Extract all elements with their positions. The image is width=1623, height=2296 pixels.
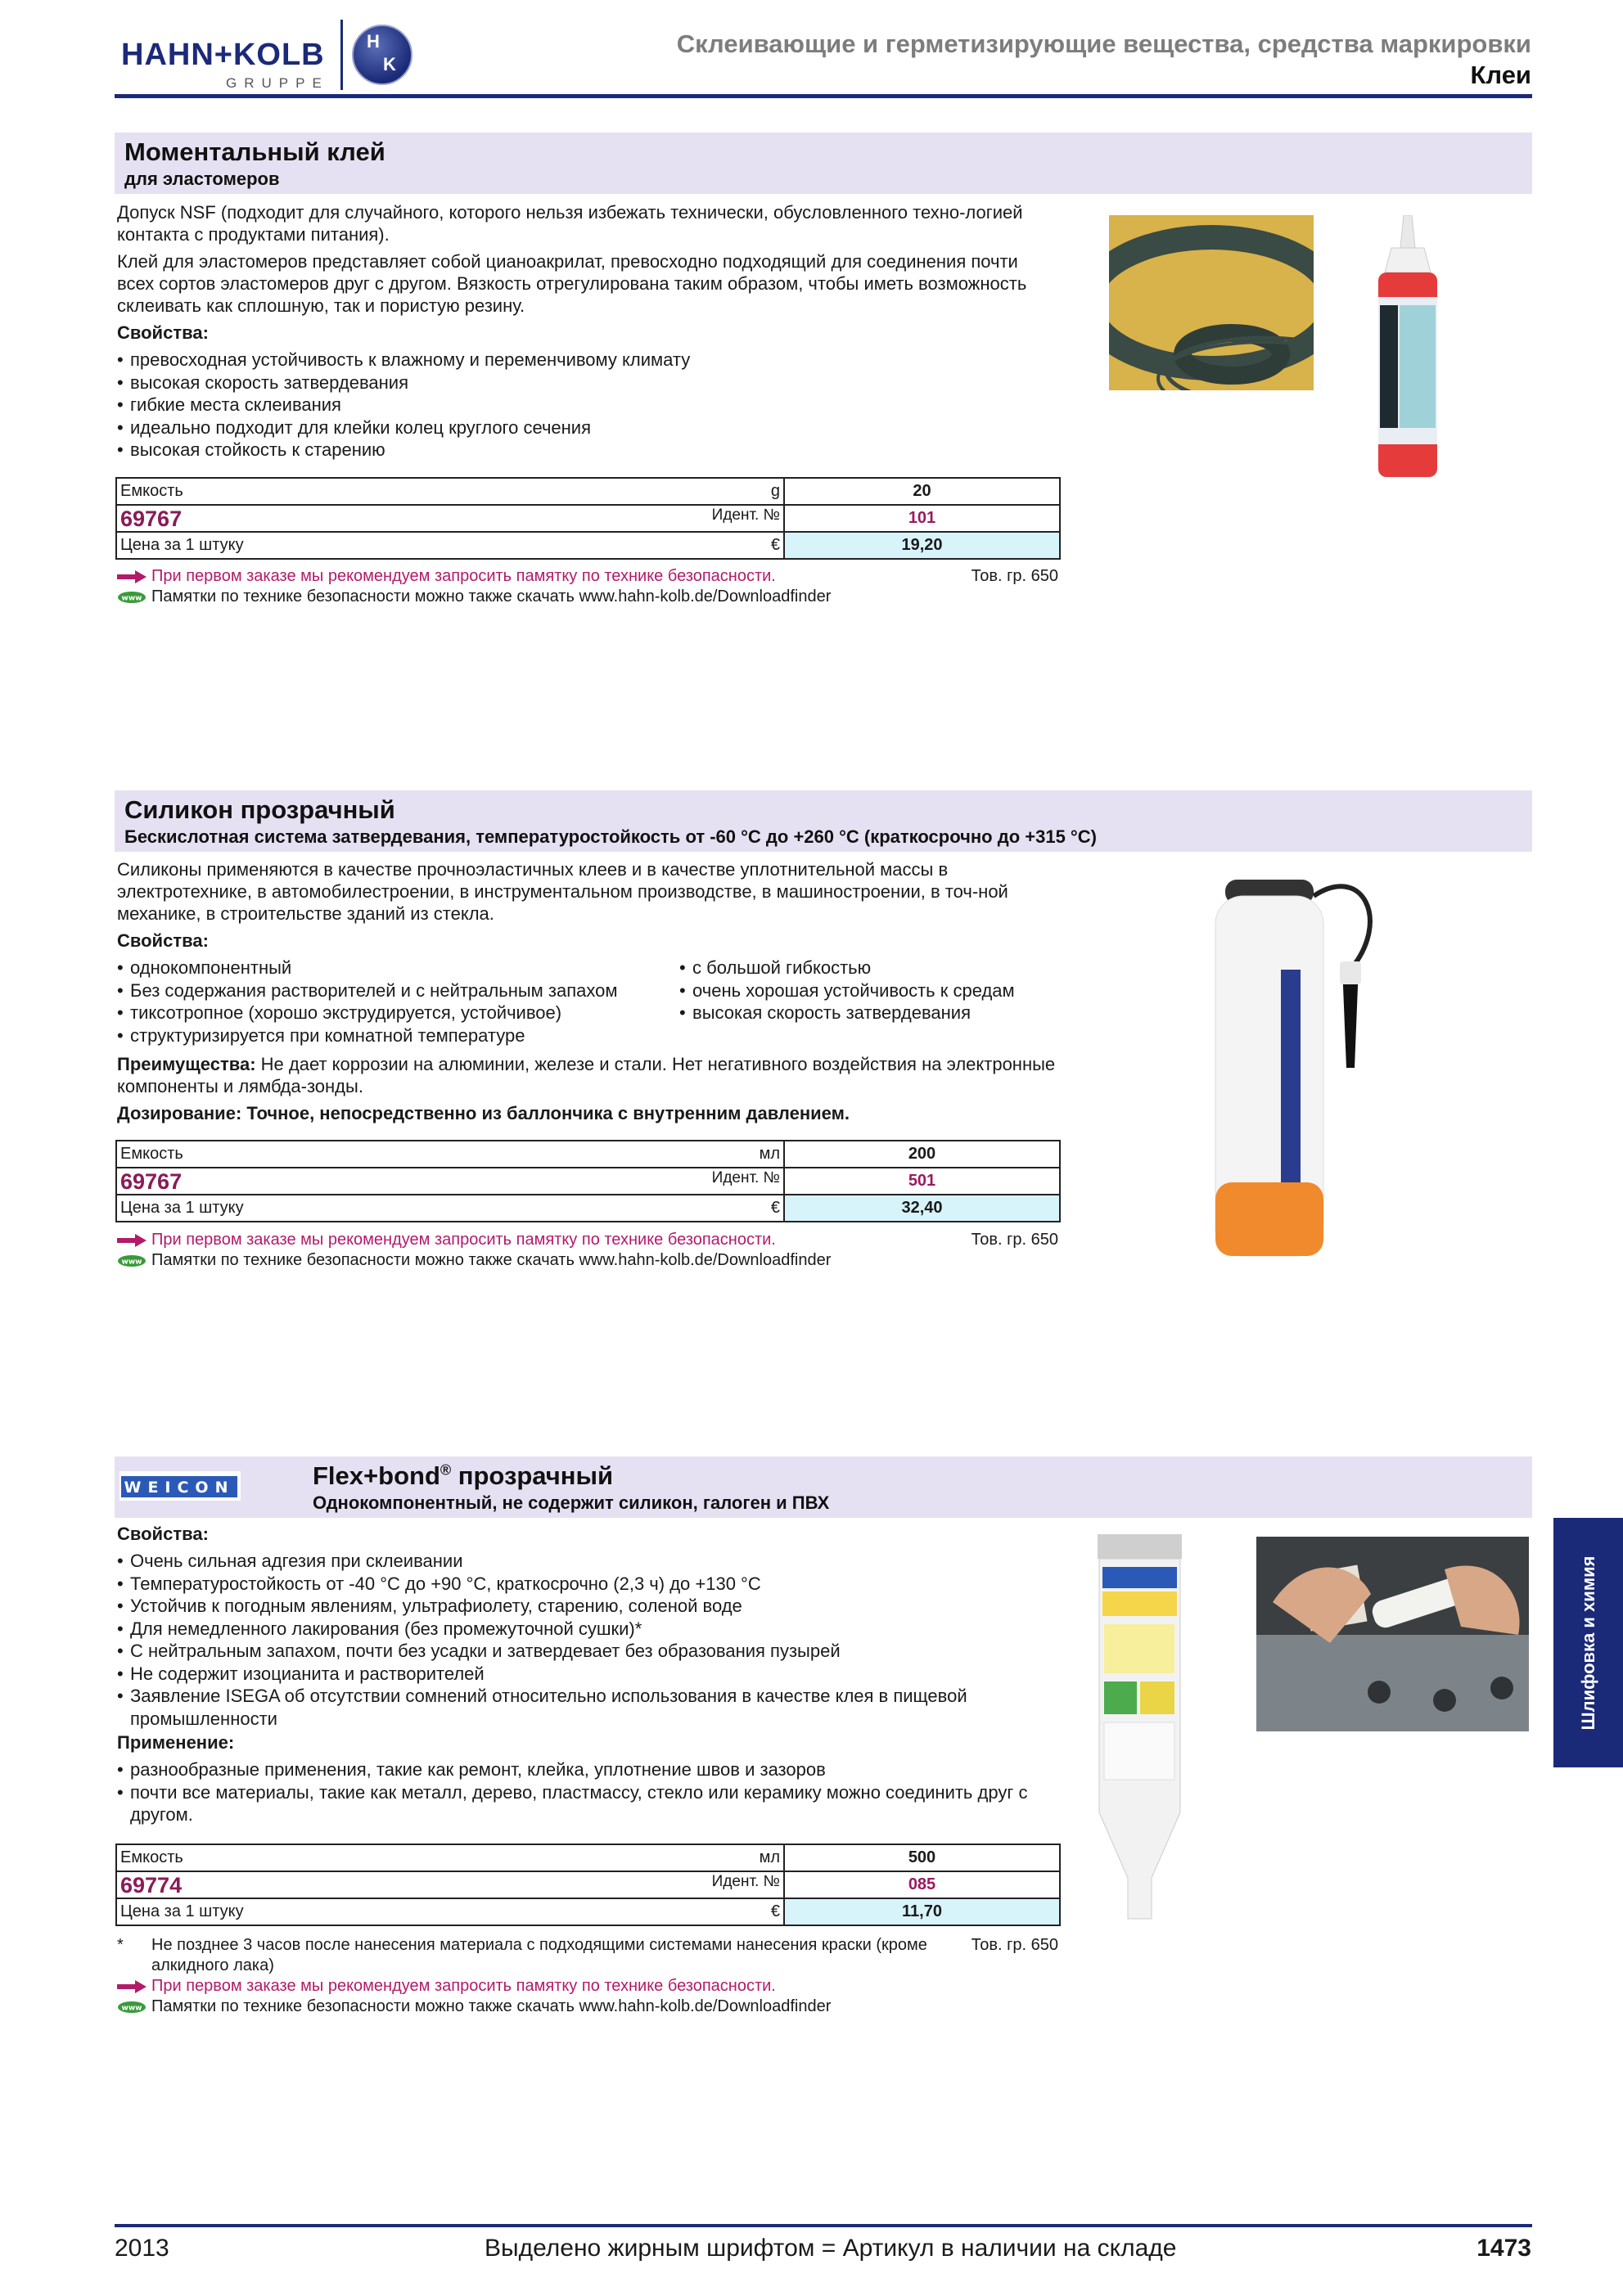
o-rings-photo	[1109, 215, 1314, 390]
www-icon	[117, 591, 147, 604]
product-3-table	[115, 1844, 1061, 1926]
advantages-label: Преимущества:	[117, 1054, 256, 1074]
arrow-right-icon	[117, 1234, 147, 1247]
product-group: Тов. гр. 650	[971, 1231, 1058, 1249]
capacity-label: Емкость	[120, 1848, 183, 1866]
product-2-dosing	[117, 1102, 1058, 1124]
ident-value: 101	[784, 505, 1060, 532]
product-2-paragraph: Силиконы применяются в качестве прочноэластичных клеев и в качестве уплотнительной массы в электротехнике, в автомобилестроении, в инструментальном производстве, в машиностроении, в точ-ной механике, в строительстве зданий из стекла.	[117, 859, 1008, 924]
ident-label: Идент. №	[711, 1168, 780, 1186]
logo-divider	[340, 20, 343, 90]
footer-rule	[115, 2224, 1532, 2227]
price-cell	[116, 1195, 784, 1222]
product-2-advantages	[117, 1053, 1058, 1097]
list-item: • структуризируется при комнатной температуре	[117, 1024, 682, 1047]
product-group: Тов. гр. 650	[971, 1936, 1058, 1954]
svg-text:www: www	[121, 1258, 142, 1267]
flexbond-tube-photo	[1093, 1534, 1187, 1923]
safety-note: При первом заказе мы рекомендуем запросить памятку по технике безопасности.	[151, 1977, 776, 1995]
table-row	[116, 532, 1060, 559]
ident-label: Идент. №	[711, 506, 780, 524]
product-1-subtitle: для эластомеров	[124, 169, 280, 189]
page-number: 1473	[1476, 2235, 1531, 2262]
dosing-text: Точное, непосредственно из баллончика с внутренним давлением.	[246, 1103, 850, 1123]
capacity-cell	[116, 1844, 784, 1871]
dosing-label: Дозирование:	[117, 1103, 242, 1123]
price-unit: €	[770, 536, 780, 554]
table-row	[116, 1141, 1060, 1168]
list-item: • высокая скорость затвердевания	[679, 1002, 1056, 1024]
product-1-heading	[115, 133, 1532, 194]
weicon-logo-text: WEICON	[124, 1479, 235, 1497]
safety-note: При первом заказе мы рекомендуем запросить памятку по технике безопасности.	[151, 1231, 776, 1249]
safety-note: При первом заказе мы рекомендуем запросить памятку по технике безопасности.	[151, 567, 776, 585]
table-row	[116, 1195, 1060, 1222]
capacity-cell	[116, 1141, 784, 1168]
list-item: • Для немедленного лакирования (без промежуточной сушки)*	[117, 1618, 1058, 1641]
list-item: • Устойчив к погодным явлениям, ультрафиолету, старению, соленой воде	[117, 1595, 1058, 1618]
product-1-props-label: Свойства:	[117, 322, 209, 343]
list-item: • С нейтральным запахом, почти без усадки и затвердевает без образования пузырей	[117, 1640, 1058, 1663]
footnote-text: Не позднее 3 часов после нанесения материала с подходящими системами нанесения краски (кроме алкидного лака)	[151, 1936, 927, 1974]
list-item: • превосходная устойчивость к влажному и переменчивому климату	[117, 349, 1058, 371]
price-cell	[116, 1898, 784, 1925]
capacity-cell	[116, 478, 784, 505]
product-3-props-label: Свойства:	[117, 1524, 209, 1544]
footnote	[117, 1935, 1058, 1976]
price-value: 19,20	[784, 532, 1060, 559]
hk-emblem-icon: H K	[352, 25, 413, 85]
article-cell	[116, 1168, 784, 1195]
capacity-unit: мл	[759, 1145, 780, 1163]
product-1-props-list	[117, 349, 1058, 461]
list-item: • высокая стойкость к старению	[117, 439, 1058, 461]
list-item: • высокая скорость затвердевания	[117, 371, 1058, 394]
www-icon	[117, 1254, 147, 1267]
svg-text:www: www	[121, 594, 142, 603]
price-cell	[116, 532, 784, 559]
capacity-unit: мл	[759, 1848, 780, 1866]
section-side-tab-label: Шлифовка и химия	[1577, 1555, 1598, 1730]
price-label: Цена за 1 штуку	[120, 1902, 244, 1920]
product-1-notes	[117, 566, 1058, 607]
product-3-subtitle: Однокомпонентный, не содержит силикон, галоген и ПВХ	[313, 1492, 830, 1513]
list-item: • очень хорошая устойчивость к средам	[679, 979, 1056, 1002]
product-3-apply-label: Применение:	[117, 1732, 235, 1753]
weicon-logo-icon	[119, 1471, 241, 1501]
list-item: • идеально подходит для клейки колец круглого сечения	[117, 416, 1058, 439]
article-number: 69774	[120, 1872, 183, 1898]
ergo-bottle-photo	[1367, 215, 1449, 485]
capacity-value: 20	[784, 478, 1060, 505]
list-item: • почти все материалы, такие как металл, дерево, пластмассу, стекло или керамику можно соединить друг с другом.	[117, 1781, 1058, 1826]
section-side-tab[interactable]	[1553, 1518, 1623, 1767]
capacity-value: 500	[784, 1844, 1060, 1871]
download-note: Памятки по технике безопасности можно также скачать www.hahn-kolb.de/Downloadfinder	[151, 1251, 832, 1269]
price-value: 11,70	[784, 1898, 1060, 1925]
category-title: Склеивающие и герметизирующие вещества, средства маркировки	[676, 29, 1531, 58]
footer-year: 2013	[115, 2235, 169, 2262]
list-item: • Без содержания растворителей и с нейтральным запахом	[117, 979, 682, 1002]
subcategory-title: Клеи	[1470, 61, 1531, 89]
product-2-props-label: Свойства:	[117, 930, 209, 951]
table-row	[116, 1871, 1060, 1898]
table-row	[116, 478, 1060, 505]
list-item: • разнообразные применения, такие как ремонт, клейка, уплотнение швов и зазоров	[117, 1758, 1058, 1781]
product-2-heading	[115, 790, 1532, 852]
weicon-logo	[119, 1471, 241, 1501]
list-item: • с большой гибкостью	[679, 957, 1056, 979]
company-logo	[121, 18, 416, 92]
article-number: 69767	[120, 506, 183, 531]
capacity-unit: g	[770, 482, 780, 500]
product-1-title: Моментальный клей	[124, 137, 385, 166]
download-note: Памятки по технике безопасности можно также скачать www.hahn-kolb.de/Downloadfinder	[151, 1997, 832, 2015]
footnote-mark: *	[117, 1936, 124, 1954]
advantages-text: Не дает коррозии на алюминии, железе и стали. Нет негативного воздействия на электронные компоненты и лямбда-зонды.	[117, 1054, 1056, 1096]
product-3-title-main: Flex+bond	[313, 1461, 440, 1490]
price-label: Цена за 1 штуку	[120, 536, 244, 554]
product-1-table	[115, 477, 1061, 560]
list-item: • однокомпонентный	[117, 957, 682, 979]
product-2-title: Силикон прозрачный	[124, 795, 395, 824]
article-cell	[116, 1871, 784, 1898]
product-3-apply-list	[117, 1758, 1058, 1826]
silicone-can-photo	[1207, 871, 1387, 1260]
capacity-label: Емкость	[120, 482, 183, 500]
capacity-label: Емкость	[120, 1145, 183, 1163]
article-cell	[116, 505, 784, 532]
arrow-right-icon	[117, 1980, 147, 1993]
logo-subtitle: GRUPPE	[226, 75, 329, 91]
list-item: • Не содержит изоцианита и растворителей	[117, 1663, 1058, 1686]
application-photo	[1256, 1537, 1529, 1731]
list-item: • Температуростойкость от -40 °C до +90 °C, краткосрочно (2,3 ч) до +130 °C	[117, 1573, 1058, 1596]
list-item: • Заявление ISEGA об отсутствии сомнений относительно использования в качестве клея в пищевой промышленности	[117, 1685, 1058, 1730]
product-2-props-left	[117, 957, 682, 1047]
table-row	[116, 505, 1060, 532]
product-2-description	[117, 858, 1058, 1129]
svg-text:www: www	[121, 2004, 142, 2013]
product-2-subtitle: Бескислотная система затвердевания, температуростойкость от -60 °C до +260 °C (краткосрочно до +315 °C)	[124, 826, 1097, 847]
table-row	[116, 1168, 1060, 1195]
price-value: 32,40	[784, 1195, 1060, 1222]
product-1-description	[117, 201, 1058, 461]
product-3-title-rest: прозрачный	[451, 1461, 614, 1490]
product-2-table	[115, 1140, 1061, 1222]
product-3-notes	[117, 1935, 1058, 2017]
price-label: Цена за 1 штуку	[120, 1199, 244, 1217]
header-rule	[115, 94, 1532, 98]
product-2-props-columns	[117, 957, 1058, 1048]
product-3-description	[117, 1523, 1058, 1826]
ident-value: 085	[784, 1871, 1060, 1898]
table-row	[116, 1898, 1060, 1925]
product-1-paragraph: Клей для эластомеров представляет собой цианоакрилат, превосходно подходящий для соединения почти всех сортов эластомеров друг с другом. Вязкость отрегулирована таким образом, чтобы иметь возможность склеивать как сплошную, так и пористую резину.	[117, 251, 1027, 316]
product-3-title	[313, 1461, 613, 1491]
product-2-notes	[117, 1230, 1058, 1271]
product-1-paragraph: Допуск NSF (подходит для случайного, которого нельзя избежать технически, обусловленного техно-логией контакта с продуктами питания).	[117, 202, 1023, 245]
arrow-right-icon	[117, 570, 147, 583]
list-item: • гибкие места склеивания	[117, 394, 1058, 416]
article-number: 69767	[120, 1168, 183, 1194]
list-item: • Очень сильная адгезия при склеивании	[117, 1550, 1058, 1573]
ident-label: Идент. №	[711, 1872, 780, 1890]
footer-legend: Выделено жирным шрифтом = Артикул в наличии на складе	[485, 2235, 1177, 2262]
product-3-props-list	[117, 1550, 1058, 1730]
capacity-value: 200	[784, 1141, 1060, 1168]
price-unit: €	[770, 1902, 780, 1920]
product-2-props-right	[679, 957, 1056, 1024]
ident-value: 501	[784, 1168, 1060, 1195]
www-icon	[117, 2001, 147, 2014]
product-group: Тов. гр. 650	[971, 567, 1058, 585]
product-3-heading	[115, 1456, 1532, 1518]
download-note: Памятки по технике безопасности можно также скачать www.hahn-kolb.de/Downloadfinder	[151, 588, 832, 606]
logo-wordmark: HAHN+KOLB	[121, 38, 325, 72]
price-unit: €	[770, 1199, 780, 1217]
list-item: • тиксотропное (хорошо экструдируется, устойчивое)	[117, 1002, 682, 1024]
table-row	[116, 1844, 1060, 1871]
registered-mark: ®	[440, 1461, 452, 1479]
